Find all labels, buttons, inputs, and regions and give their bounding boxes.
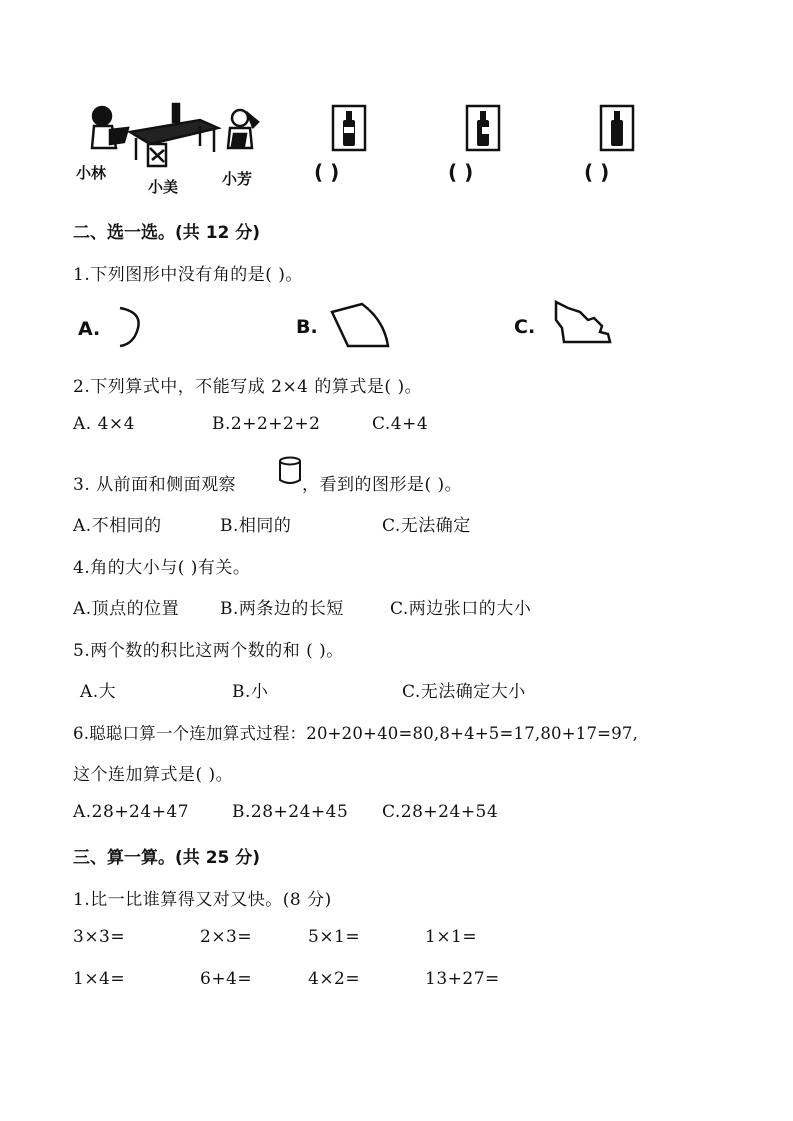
calc-item: 1×4= [73,969,126,989]
q6-option-a[interactable]: A.28+24+47 [73,802,190,822]
q6-stem-line2: 这个连加算式是( )。 [73,765,234,785]
name-xiaofang: 小芳 [222,170,253,188]
q5-option-c[interactable]: C.无法确定大小 [402,682,526,702]
bottle-view-2-icon [466,105,500,151]
calc-item: 6+4= [200,969,253,989]
q6-stem-line1: 6.聪聪口算一个连加算式过程：20+20+40=80,8+4+5=17,80+17=97, [73,724,639,743]
answer-blank-3[interactable]: ( ) [584,160,610,184]
q1-option-a-label[interactable]: A. [78,318,101,340]
q6-option-b[interactable]: B.28+24+45 [232,802,349,822]
q3-stem-end: ，看到的图形是( )。 [302,475,463,495]
calc-item: 4×2= [308,969,361,989]
arc-shape-icon [118,306,142,348]
name-xiaolin: 小林 [76,164,107,182]
calc-item: 2×3= [200,927,253,947]
q1-option-b-label[interactable]: B. [296,316,318,338]
q6-option-c[interactable]: C.28+24+54 [382,802,499,822]
q3-stem-start: 3. 从前面和侧面观察 [73,475,237,495]
q4-stem: 4.角的大小与( )有关。 [73,558,251,578]
q1-stem: 1.下列图形中没有角的是( )。 [73,265,303,285]
irregular-shape-icon [552,298,614,346]
q1-option-c-label[interactable]: C. [514,316,536,338]
name-xiaomei: 小美 [148,178,179,196]
q5-option-b[interactable]: B.小 [232,682,269,702]
q3-option-c[interactable]: C.无法确定 [382,516,471,536]
bottle-view-3-icon [600,105,634,151]
calc-item: 3×3= [73,927,126,947]
q3-option-b[interactable]: B.相同的 [220,516,292,536]
q2-option-b[interactable]: B.2+2+2+2 [212,414,321,434]
cylinder-icon [278,456,302,486]
answer-blank-1[interactable]: ( ) [314,160,340,184]
q5-stem: 5.两个数的积比这两个数的和 ( )。 [73,641,344,661]
section3-heading: 三、算一算。(共 25 分) [73,848,261,868]
q5-option-a[interactable]: A.大 [80,682,117,702]
section2-heading: 二、选一选。(共 12 分) [73,223,261,243]
q4-option-a[interactable]: A.顶点的位置 [73,599,180,619]
q2-option-c[interactable]: C.4+4 [372,414,429,434]
s3-q1-stem: 1.比一比谁算得又对又快。(8 分) [73,890,332,910]
answer-blank-2[interactable]: ( ) [448,160,474,184]
calc-item: 13+27= [425,969,500,989]
q4-option-b[interactable]: B.两条边的长短 [220,599,344,619]
q4-option-c[interactable]: C.两边张口的大小 [390,599,532,619]
q2-stem: 2.下列算式中，不能写成 2×4 的算式是( )。 [73,377,423,397]
calc-item: 1×1= [425,927,478,947]
q2-option-a[interactable]: A. 4×4 [73,414,135,434]
calc-item: 5×1= [308,927,361,947]
sector-shape-icon [330,302,392,348]
q3-option-a[interactable]: A.不相同的 [73,516,162,536]
bottle-view-1-icon [332,105,366,151]
